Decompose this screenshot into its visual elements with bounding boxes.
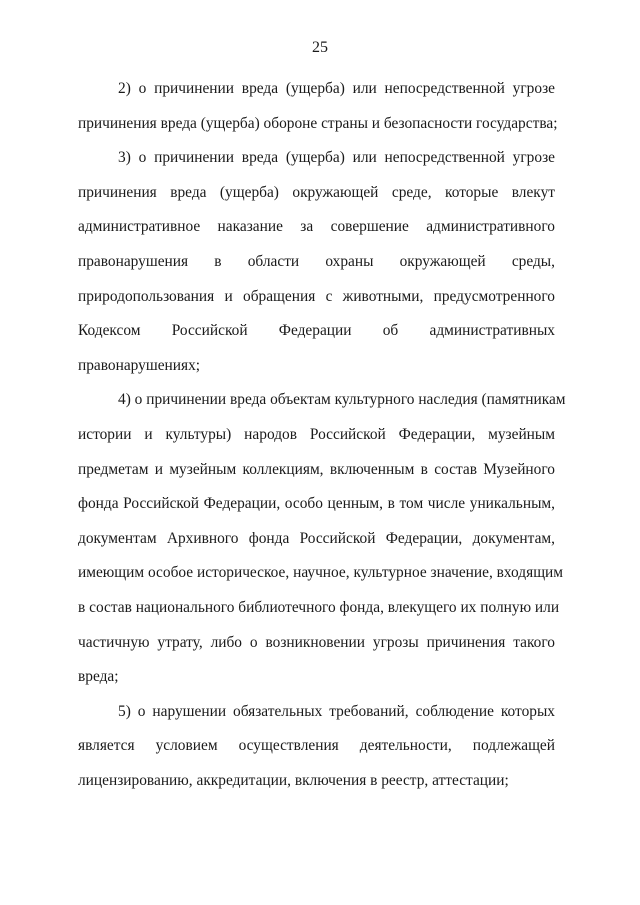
paragraph-item-2 — [78, 72, 558, 141]
text-line: причинения вреда (ущерба) окружающей среде, которые влекут — [78, 183, 555, 201]
text-line: 4) о причинении вреда объектам культурного наследия (памятникам — [118, 391, 566, 409]
text-line: фонда Российской Федерации, особо ценным, в том числе уникальным, — [78, 495, 555, 513]
text-line: Кодексом Российской Федерации об административных — [78, 322, 555, 340]
text-line: правонарушения в области охраны окружающей среды, — [78, 252, 555, 270]
paragraph-item-3 — [78, 141, 555, 383]
page-number: 25 — [312, 39, 328, 56]
document-body — [78, 72, 566, 798]
text-line: причинения вреда (ущерба) обороне страны и безопасности государства; — [78, 114, 558, 132]
text-line: истории и культуры) народов Российской Федерации, музейным — [78, 425, 555, 443]
paragraph-item-5 — [78, 695, 555, 799]
text-line: 2) о причинении вреда (ущерба) или непосредственной угрозе — [118, 80, 555, 97]
text-line: лицензированию, аккредитации, включения в реестр, аттестации; — [78, 771, 509, 789]
text-line: административное наказание за совершение административного — [78, 218, 555, 236]
paragraph-item-4 — [78, 383, 566, 694]
text-line: в состав национального библиотечного фонда, влекущего их полную или — [78, 598, 560, 616]
text-line: вреда; — [78, 668, 119, 686]
text-line: 3) о причинении вреда (ущерба) или непосредственной угрозе — [118, 149, 555, 167]
text-line: правонарушениях; — [78, 356, 201, 374]
text-line: документам Архивного фонда Российской Федерации, документам, — [78, 529, 555, 547]
text-line: предметам и музейным коллекциям, включенным в состав Музейного — [78, 460, 555, 478]
text-line: природопользования и обращения с животными, предусмотренного — [78, 287, 555, 305]
text-line: имеющим особое историческое, научное, культурное значение, входящим — [78, 564, 564, 582]
text-line: частичную утрату, либо о возникновении угрозы причинения такого — [78, 633, 555, 651]
text-line: является условием осуществления деятельности, подлежащей — [78, 737, 555, 755]
text-line: 5) о нарушении обязательных требований, соблюдение которых — [118, 702, 555, 720]
